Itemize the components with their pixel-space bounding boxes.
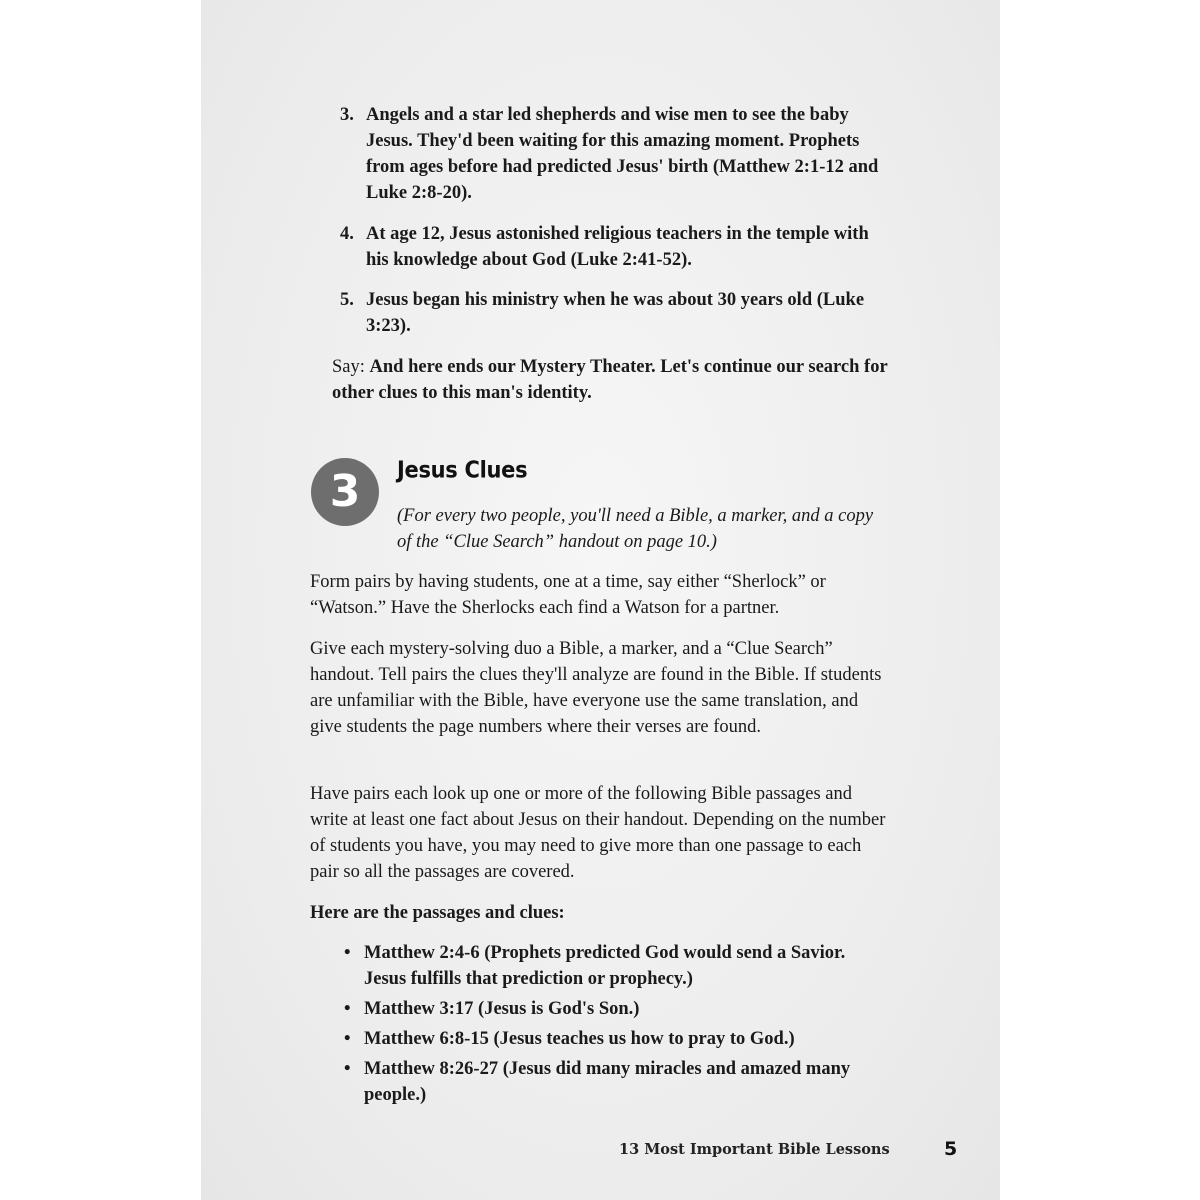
- footer-page-number: 5: [944, 1138, 958, 1160]
- say-text: And here ends our Mystery Theater. Let's continue our search for other clues to this man's identity.: [332, 357, 888, 403]
- item-number: 4.: [340, 224, 354, 244]
- item-number: 5.: [340, 290, 354, 310]
- item-number: 3.: [340, 105, 354, 125]
- item-text: Jesus began his ministry when he was about 30 years old (Luke 3:23).: [366, 290, 865, 336]
- say-prefix: Say:: [332, 357, 370, 377]
- paragraph-form-pairs: Form pairs by having students, one at a time, say either “Sherlock” or “Watson.” Have the Sherlocks each find a Watson for a partner.: [310, 572, 826, 618]
- materials-note: (For every two people, you'll need a Bible, a marker, and a copy of the “Clue Search” handout on page 10.): [397, 506, 874, 552]
- passages-heading: Here are the passages and clues:: [310, 903, 565, 923]
- numbered-item-5: [340, 287, 890, 339]
- item-text: At age 12, Jesus astonished religious teachers in the temple with his knowledge about God (Luke 2:41-52).: [366, 224, 869, 270]
- footer-book-title: 13 Most Important Bible Lessons: [619, 1141, 890, 1158]
- list-item: • Matthew 2:4-6 (Prophets predicted God would send a Savior. Jesus fulfills that prediction or prophecy.): [340, 940, 890, 992]
- section-title: Jesus Clues: [397, 456, 528, 484]
- paragraph-look-up: Have pairs each look up one or more of the following Bible passages and write at least one fact about Jesus on their handout. Depending on the number of students you have, you may need to give more than one passage to each pair so all the passages are covered.: [310, 784, 886, 882]
- section-number-badge: 3: [311, 458, 379, 526]
- bullet-icon: •: [344, 999, 351, 1019]
- list-item: • Matthew 6:8-15 (Jesus teaches us how to pray to God.): [340, 1026, 890, 1052]
- item-text: Angels and a star led shepherds and wise men to see the baby Jesus. They'd been waiting for this amazing moment. Prophets from ages before had predicted Jesus' birth (Matthew 2:1-12 and Luke 2:8-20).: [366, 105, 879, 203]
- numbered-item-3: [340, 102, 890, 206]
- say-instruction: [332, 354, 892, 406]
- bullet-icon: •: [344, 1029, 351, 1049]
- paragraph-give-duo: Give each mystery-solving duo a Bible, a marker, and a “Clue Search” handout. Tell pairs the clues they'll analyze are found in the Bible. If students are unfamiliar with the Bible, have everyone use the same translation, and give students the page numbers where their verses are found.: [310, 639, 882, 737]
- list-item: • Matthew 8:26-27 (Jesus did many miracles and amazed many people.): [340, 1056, 890, 1108]
- numbered-item-4: [340, 221, 890, 273]
- bullet-icon: •: [344, 943, 351, 963]
- passages-list: [340, 940, 890, 1112]
- list-item: • Matthew 3:17 (Jesus is God's Son.): [340, 996, 890, 1022]
- bullet-icon: •: [344, 1059, 351, 1079]
